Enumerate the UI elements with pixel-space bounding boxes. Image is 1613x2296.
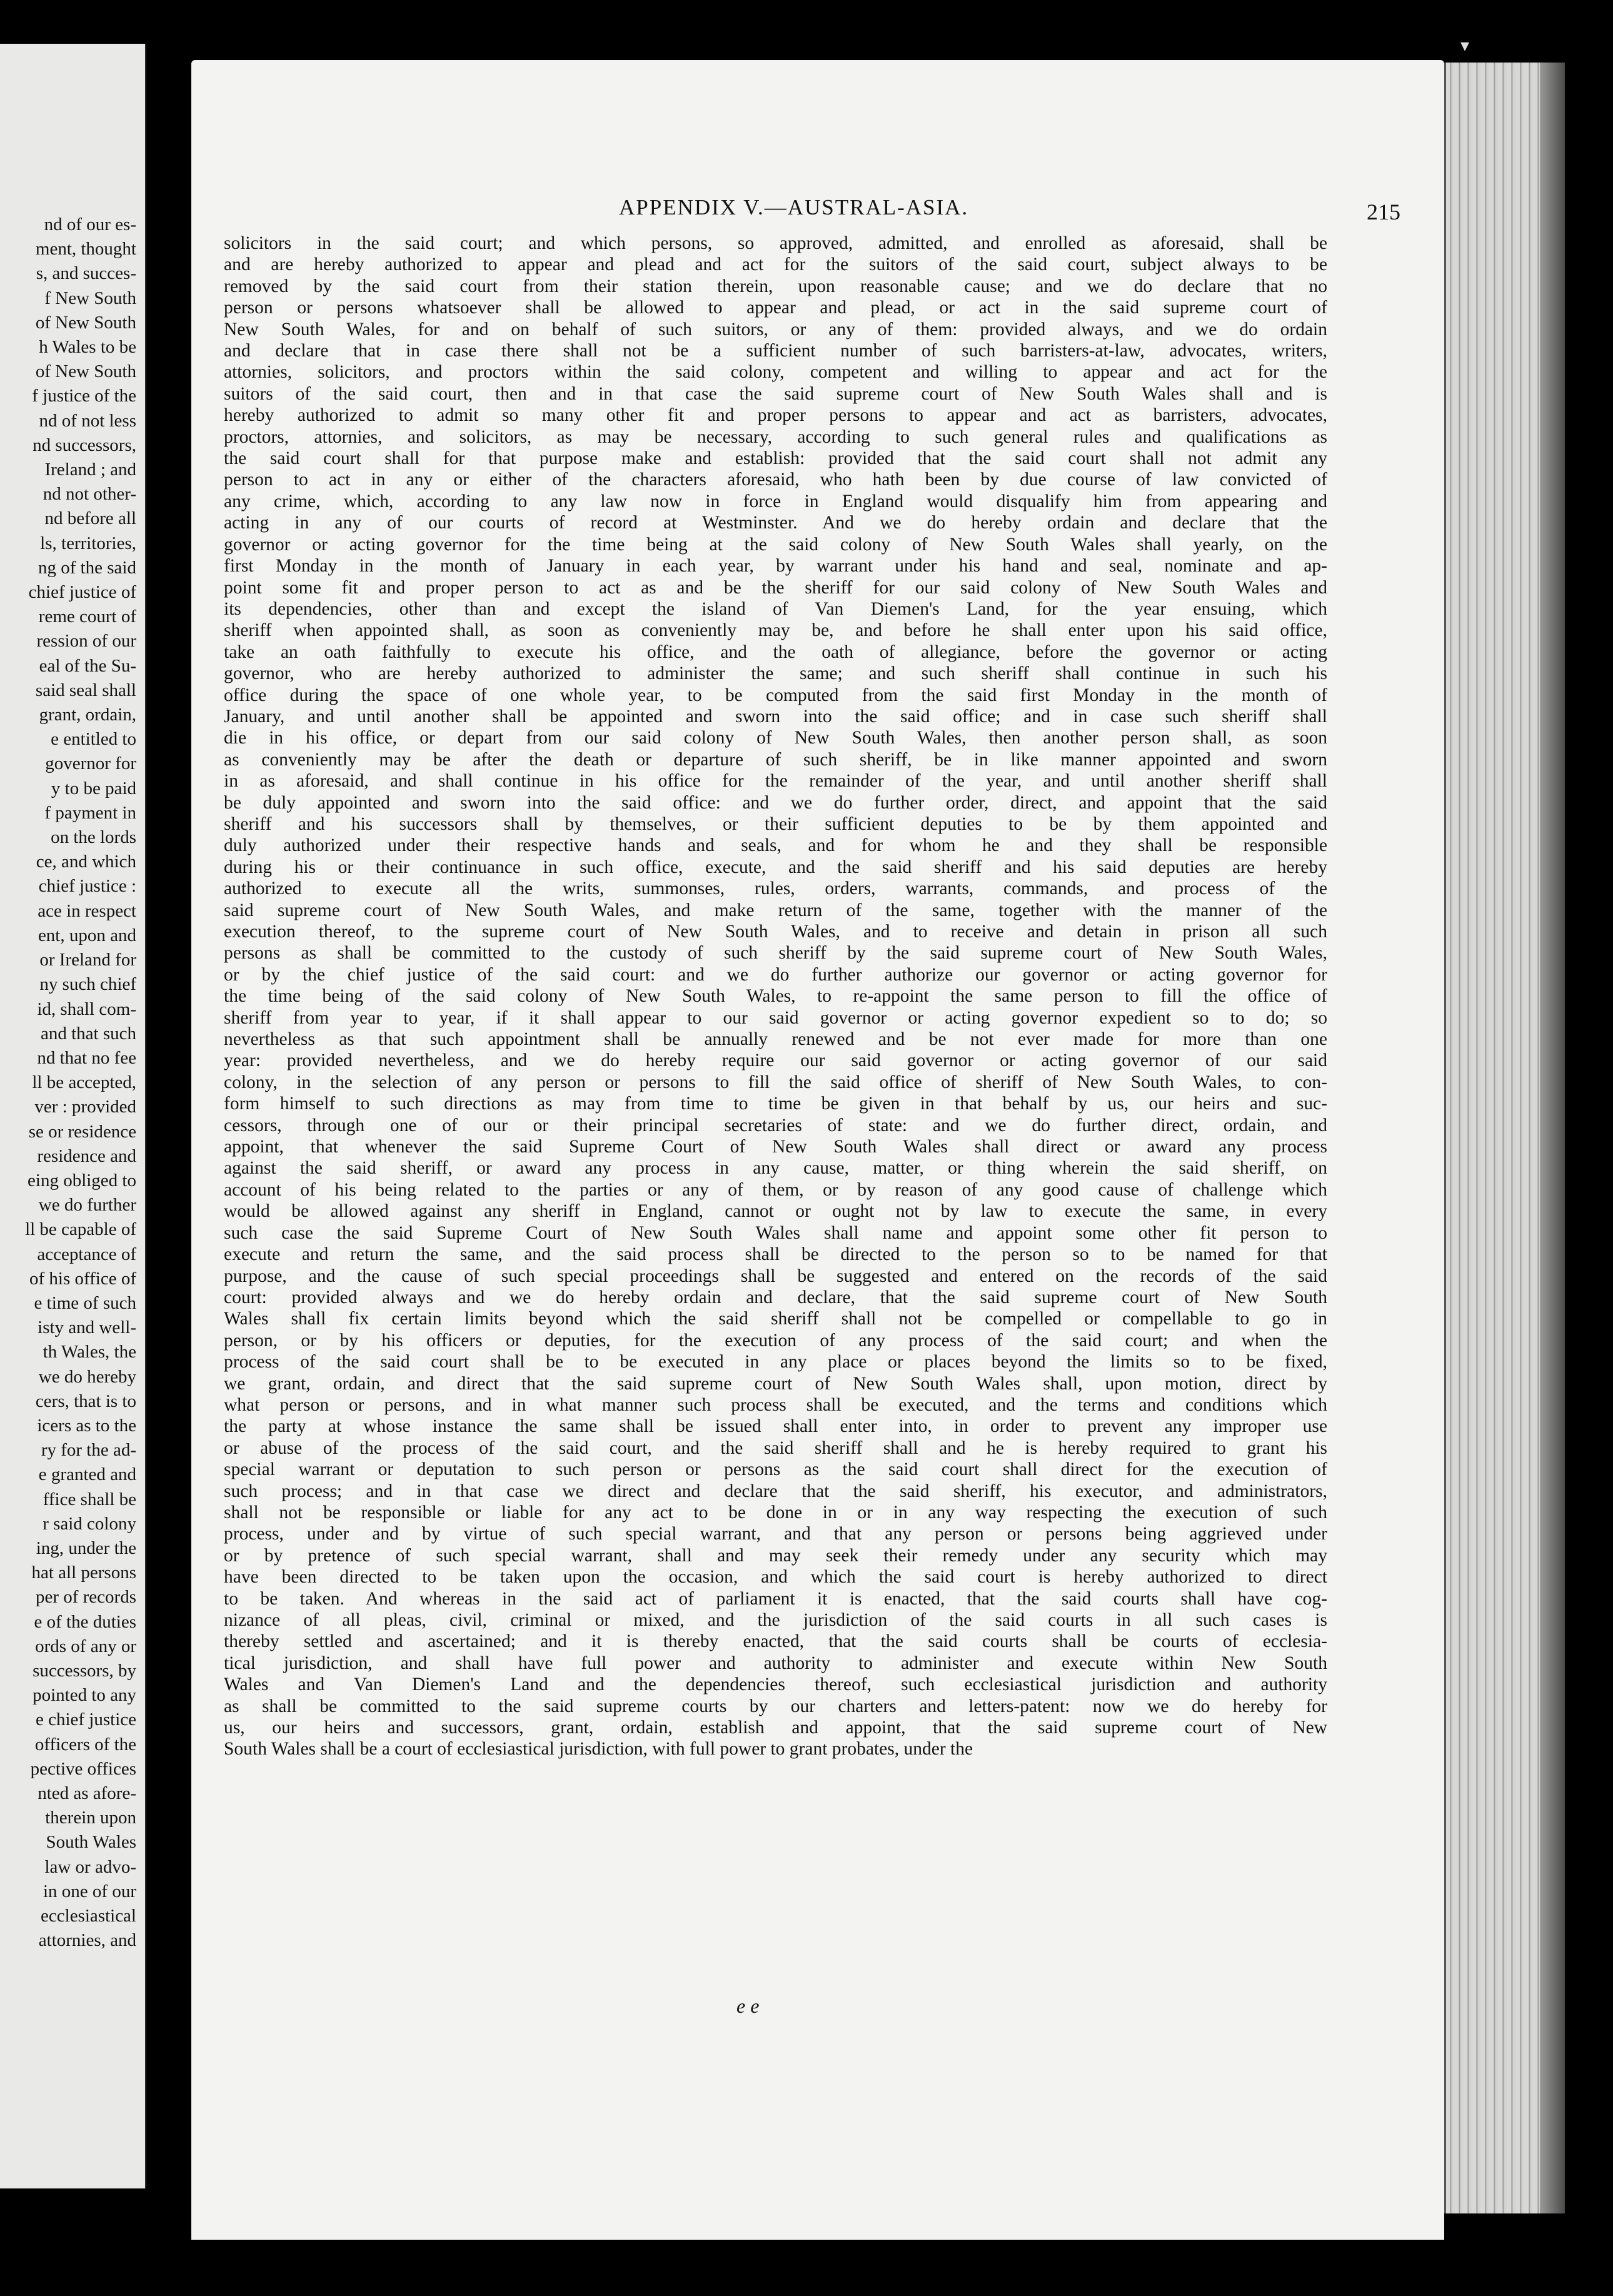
body-line: suitors of the said court, then and in that case the said supreme court of New South Wales shall and is — [224, 383, 1327, 404]
body-line: said supreme court of New South Wales, and make return of the same, together with the manner of the — [224, 900, 1327, 920]
left-page-line: of New South — [35, 361, 136, 382]
body-line: tical jurisdiction, and shall have full power and authority to administer and execute within New South — [224, 1653, 1327, 1673]
left-page-line: ression of our — [36, 631, 136, 652]
body-line: or abuse of the process of the said court, and the said sheriff shall and he is hereby required to grant his — [224, 1438, 1327, 1458]
body-line: year: provided nevertheless, and we do hereby require our said governor or acting governor of our said — [224, 1050, 1327, 1071]
body-line: court: provided always and we do hereby ordain and declare, that the said supreme court of New South — [224, 1287, 1327, 1307]
left-page-line: successors, by — [33, 1660, 136, 1681]
body-line: South Wales shall be a court of ecclesiastical jurisdiction, with full power to grant probates, under the — [224, 1739, 973, 1760]
body-line: account of his being related to the parties or any of them, or by reason of any good cause of challenge which — [224, 1179, 1327, 1200]
body-line: attornies, solicitors, and proctors within the said colony, competent and willing to appear and act for the — [224, 362, 1327, 383]
body-line: Wales and Van Diemen's Land and the dependencies thereof, such ecclesiastical jurisdiction and authority — [224, 1674, 1327, 1695]
left-page-line: y to be paid — [51, 778, 136, 798]
running-head: APPENDIX V.—AUSTRAL-ASIA. — [619, 195, 969, 219]
left-page-line: icers as to the — [37, 1415, 136, 1436]
left-page-line: s, and succes- — [36, 263, 136, 284]
body-text — [224, 233, 1327, 1760]
body-line: New South Wales, for and on behalf of such suitors, or any of them: provided always, and we do ordain — [224, 319, 1327, 340]
body-line: the party at whose instance the same shall be issued shall enter into, in order to prevent any improper use — [224, 1416, 1327, 1437]
left-page-line: nd successors, — [33, 435, 136, 455]
book-page-edges — [1444, 63, 1565, 2213]
left-page-line: of New South — [35, 312, 136, 333]
body-line: persons as shall be committed to the custody of such sheriff by the said supreme court of New South Wales, — [224, 943, 1327, 964]
left-page-line: ce, and which — [36, 852, 136, 872]
body-line: person or persons whatsoever shall be allowed to appear and plead, or act in the said supreme court of — [224, 298, 1327, 318]
left-page-line: on the lords — [51, 827, 136, 848]
body-line: sheriff and his successors shall by themselves, or their sufficient deputies to be by them appointed and — [224, 813, 1327, 834]
body-line: us, our heirs and successors, grant, ordain, establish and appoint, that the said supreme court of New — [224, 1718, 1327, 1738]
left-page-line: nd of not less — [39, 410, 136, 431]
left-page-line: ls, territories, — [40, 533, 136, 553]
left-page-line: f New South — [44, 288, 136, 308]
body-line: point some fit and proper person to act as and be the sheriff for our said colony of New South Wales and — [224, 577, 1327, 598]
body-line: during his or their continuance in such office, execute, and the said sheriff and his said deputies are hereby — [224, 857, 1327, 877]
body-line: thereby settled and ascertained; and it is thereby enacted, that the said courts shall be courts of ecclesia- — [224, 1631, 1327, 1652]
left-page-line: nd of our es- — [44, 214, 136, 234]
left-page-line: pective offices — [30, 1758, 136, 1779]
body-line: governor or acting governor for the time being at the said colony of New South Wales shall yearly, on the — [224, 534, 1327, 555]
left-page-line: eing obliged to — [28, 1170, 136, 1191]
body-line: nevertheless as that such appointment shall be annually renewed and be not ever made for more than one — [224, 1029, 1327, 1050]
left-page-line: ing, under the — [36, 1538, 136, 1558]
left-page-line: ace in respect — [38, 900, 136, 921]
left-page-line: nd that no fee — [37, 1047, 136, 1068]
body-line: as conveniently may be after the death or departure of such sheriff, be in like manner appointed and sworn — [224, 749, 1327, 770]
left-page-line: residence and — [37, 1145, 136, 1166]
left-page-line: chief justice : — [38, 876, 136, 897]
body-line: what person or persons, and in what manner such process shall be executed, and the terms and conditions which — [224, 1394, 1327, 1415]
left-page-line: cers, that is to — [35, 1391, 136, 1411]
body-line: the said court shall for that purpose make and establish: provided that the said court shall not admit any — [224, 448, 1327, 469]
left-page-line: id, shall com- — [37, 999, 136, 1019]
left-page-line: nd before all — [44, 508, 136, 529]
left-page-line: acceptance of — [37, 1244, 136, 1264]
body-line: person to act in any or either of the characters aforesaid, who hath been by due course of law convicted of — [224, 470, 1327, 490]
body-line: in as aforesaid, and shall continue in his office for the remainder of the year, and until another sheriff shall — [224, 771, 1327, 792]
body-line: such process; and in that case we direct and declare that the said sheriff, his executor, and administrators, — [224, 1481, 1327, 1501]
body-line: governor, who are hereby authorized to administer the same; and such sheriff shall continue in such his — [224, 663, 1327, 684]
left-page-line: nd not other- — [43, 484, 136, 505]
left-page-line: th Wales, the — [43, 1342, 136, 1362]
corner-mark: ▾ — [1460, 36, 1470, 56]
left-page-line: governor for — [45, 753, 136, 774]
left-page-line: ment, thought — [35, 239, 136, 259]
left-page-line: e granted and — [38, 1464, 136, 1485]
left-page-line: we do hereby — [38, 1366, 136, 1387]
body-line: would be allowed against any sheriff in England, cannot or ought not by law to execute the same, in every — [224, 1201, 1327, 1222]
left-facing-page — [0, 44, 146, 2188]
left-page-line: South Wales — [46, 1832, 136, 1853]
body-line: sheriff from year to year, if it shall appear to our said governor or acting governor expedient so to do; so — [224, 1007, 1327, 1028]
body-line: execution thereof, to the supreme court of New South Wales, and to receive and detain in prison all such — [224, 922, 1327, 942]
body-line: appoint, that whenever the said Supreme Court of New South Wales shall direct or award any process — [224, 1137, 1327, 1157]
left-page-line: ffice shall be — [43, 1489, 136, 1509]
left-page-line: f justice of the — [32, 386, 136, 406]
left-page-line: ords of any or — [35, 1636, 136, 1656]
body-line: die in his office, or depart from our said colony of New South Wales, then another person shall, as soon — [224, 728, 1327, 748]
body-line: office during the space of one whole year, to be computed from the said first Monday in the month of — [224, 685, 1327, 705]
left-page-line: said seal shall — [35, 680, 136, 700]
left-page-line: e of the duties — [34, 1611, 136, 1632]
left-page-line: pointed to any — [33, 1685, 136, 1706]
body-line: any crime, which, according to any law now in force in England would disqualify him from appearing and — [224, 491, 1327, 511]
left-page-line: h Wales to be — [39, 337, 136, 358]
left-page-line: in one of our — [43, 1881, 136, 1901]
body-line: we grant, ordain, and direct that the said supreme court of New South Wales shall, upon motion, direct by — [224, 1373, 1327, 1394]
signature-mark: e e — [736, 1995, 760, 2017]
body-line: be duly appointed and sworn into the said office: and we do further order, direct, and appoint that the said — [224, 792, 1327, 813]
body-line: authorized to execute all the writs, summonses, rules, orders, warrants, commands, and process of the — [224, 879, 1327, 899]
left-page-line: eal of the Su- — [39, 655, 136, 676]
left-page-line: attornies, and — [38, 1930, 136, 1951]
body-line: shall not be responsible or liable for any act to be done in or in any way respecting the execution of such — [224, 1502, 1327, 1523]
left-page-line: or Ireland for — [39, 950, 136, 970]
left-page-line: e time of such — [34, 1292, 136, 1313]
left-page-line: grant, ordain, — [39, 705, 136, 725]
body-line: first Monday in the month of January in each year, by warrant under his hand and seal, nominate and ap- — [224, 556, 1327, 577]
left-page-line: e chief justice — [35, 1709, 136, 1730]
left-page-line: se or residence — [28, 1121, 136, 1142]
left-page-line: reme court of — [38, 607, 136, 627]
left-page-line: isty and well- — [38, 1317, 136, 1338]
left-page-line: ver : provided — [34, 1097, 136, 1117]
left-page-line: per of records — [35, 1587, 136, 1608]
left-page-line: and that such — [40, 1023, 136, 1044]
left-page-line: ll be accepted, — [32, 1072, 136, 1093]
body-line: purpose, and the cause of such special proceedings shall be suggested and entered on the records of the said — [224, 1266, 1327, 1286]
left-page-line: hat all persons — [31, 1563, 136, 1583]
body-line: colony, in the selection of any person or persons to fill the said office of sheriff of New South Wales, to con- — [224, 1072, 1327, 1092]
left-page-line: ecclesiastical — [41, 1906, 136, 1926]
body-line: removed by the said court from their station therein, upon reasonable cause; and we do declare that no — [224, 276, 1327, 296]
left-page-line: ng of the said — [38, 557, 136, 578]
left-page-line: we do further — [38, 1195, 136, 1216]
body-line: January, and until another shall be appointed and sworn into the said office; and in case such sheriff shall — [224, 706, 1327, 727]
body-line: take an oath faithfully to execute his office, and the oath of allegiance, before the governor or acting — [224, 642, 1327, 662]
left-page-line: ny such chief — [39, 974, 136, 995]
body-line: and are hereby authorized to appear and plead and act for the suitors of the said court, subject always to be — [224, 254, 1327, 275]
body-line: Wales shall fix certain limits beyond which the said sheriff shall not be compelled or compellable to go in — [224, 1309, 1327, 1329]
left-page-line: law or advo- — [44, 1856, 136, 1877]
body-line: special warrant or deputation to such person or persons as the said court shall direct for the execution of — [224, 1459, 1327, 1480]
body-line: proctors, attornies, and solicitors, as may be necessary, according to such general rules and qualifications as — [224, 426, 1327, 447]
body-line: solicitors in the said court; and which persons, so approved, admitted, and enrolled as aforesaid, shall be — [224, 233, 1327, 253]
left-page-line: Ireland ; and — [44, 460, 136, 480]
body-line: as shall be committed to the said supreme courts by our charters and letters-patent: now we do hereby for — [224, 1696, 1327, 1716]
body-line: its dependencies, other than and except the island of Van Diemen's Land, for the year ensuing, which — [224, 598, 1327, 619]
page-number: 215 — [1367, 199, 1400, 224]
left-page-text — [0, 213, 136, 1953]
body-line: process, under and by virtue of such special warrant, and that any person or persons being aggrieved under — [224, 1524, 1327, 1544]
left-page-line: e entitled to — [51, 729, 136, 750]
body-line: or by pretence of such special warrant, shall and may seek their remedy under any security which may — [224, 1545, 1327, 1566]
left-page-line: ll be capable of — [25, 1219, 136, 1240]
body-line: process of the said court shall be to be executed in any place or places beyond the limits so to be fixed, — [224, 1352, 1327, 1372]
left-page-line: ry for the ad- — [41, 1440, 136, 1461]
body-line: execute and return the same, and the said process shall be directed to the person so to be named for that — [224, 1244, 1327, 1265]
body-line: hereby authorized to admit so many other fit and proper persons to appear and act as barristers, advocates, — [224, 405, 1327, 426]
left-page-line: nted as afore- — [38, 1783, 136, 1803]
body-line: the time being of the said colony of New South Wales, to re-appoint the same person to fill the office of — [224, 986, 1327, 1007]
body-line: sheriff when appointed shall, as soon as conveniently may be, and before he shall enter upon his said office, — [224, 620, 1327, 641]
left-page-line: therein upon — [45, 1808, 136, 1828]
body-line: form himself to such directions as may from time to time be given in that behalf by us, our heirs and suc- — [224, 1094, 1327, 1114]
body-line: cessors, through one of our or their principal secretaries of state: and we do further direct, ordain, and — [224, 1115, 1327, 1135]
body-line: and declare that in case there shall not be a sufficient number of such barristers-at-law, advocates, writers, — [224, 341, 1327, 361]
body-line: to be taken. And whereas in the said act of parliament it is enacted, that the said courts shall have cog- — [224, 1588, 1327, 1609]
body-line: acting in any of our courts of record at Westminster. And we do hereby ordain and declare that the — [224, 513, 1327, 533]
left-page-line: officers of the — [34, 1734, 136, 1755]
body-line: such case the said Supreme Court of New South Wales shall name and appoint some other fit person to — [224, 1222, 1327, 1243]
page-header — [619, 195, 1400, 226]
body-line: or by the chief justice of the said court: and we do further authorize our governor or acting governor for — [224, 964, 1327, 985]
left-page-line: ent, upon and — [38, 925, 136, 945]
left-page-line: chief justice of — [28, 582, 136, 603]
body-line: duly authorized under their respective hands and seals, and for whom he and they shall be responsible — [224, 835, 1327, 856]
body-line: against the said sheriff, or award any process in any cause, matter, or thing wherein the said sheriff, on — [224, 1158, 1327, 1179]
body-line: person, or by his officers or deputies, for the execution of any process of the said court; and when the — [224, 1330, 1327, 1351]
left-page-line: r said colony — [43, 1513, 136, 1534]
left-page-line: f payment in — [44, 802, 136, 823]
left-page-line: of his office of — [29, 1268, 136, 1289]
body-line: have been directed to be taken upon the occasion, and which the said court is hereby authorized to direct — [224, 1567, 1327, 1588]
body-line: nizance of all pleas, civil, criminal or mixed, and the jurisdiction of the said courts in all such cases is — [224, 1610, 1327, 1630]
